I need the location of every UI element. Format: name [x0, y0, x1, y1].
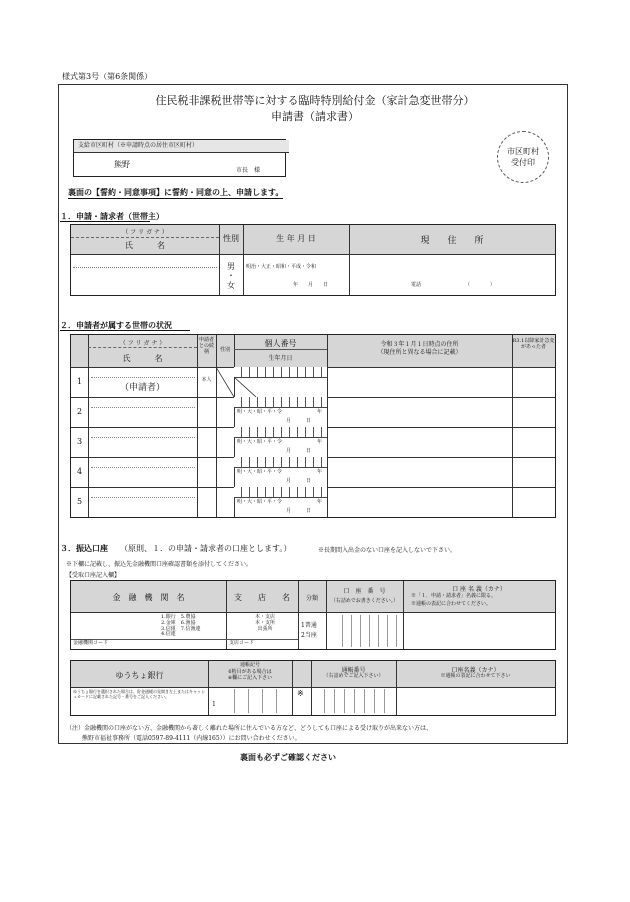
form-title: 住民税非課税世帯等に対する臨時特別給付金（家計急変世帯分）: [155, 94, 475, 107]
phone-label: 電話: [411, 282, 422, 288]
section3-title-rest: （原則、１．の申請・請求者の口座とします。）: [120, 544, 292, 553]
s2-furigana: （ フ リ ガ ナ ）: [119, 340, 166, 347]
municipality-suffix: 市長 様: [236, 167, 261, 174]
passbook-number-note: （右詰めでご記入下さい）: [323, 673, 384, 679]
mynumber-boxes[interactable]: [234, 457, 327, 468]
municipality-label: 支給市区町村（※申請時点の居住市区町村）: [74, 140, 289, 153]
row-number: 2: [77, 407, 83, 416]
account-number-boxes[interactable]: [334, 615, 398, 647]
section2-underline: [60, 330, 190, 331]
row-year: 年: [317, 499, 323, 505]
row-number: 3: [77, 437, 83, 446]
row-name: （申請者）: [119, 383, 165, 393]
yucho-table: [70, 660, 556, 716]
yucho-holder-note: ※通帳の表記に合わせて下さい: [440, 673, 511, 679]
holder-note1: ※「１．申請・請求者」名義に限る。: [411, 593, 497, 599]
section1-title: １．申請・請求者（世帯主）: [60, 211, 164, 221]
s2-dob-header: 生年月日: [268, 355, 293, 362]
bank-types[interactable]: 1.銀行 5.農協 2.金庫 6.漁協 3.信組 7.信漁連 4.信連: [161, 614, 201, 638]
section1-table: [70, 224, 556, 296]
bank-header: 金 融 機 関 名: [112, 593, 185, 602]
s2-sex-header: 性別: [219, 347, 230, 353]
section2-title: ２．申請者が属する世帯の状況: [60, 320, 172, 330]
row-month-day: 月 日: [286, 418, 312, 424]
municipality-box: [73, 139, 286, 177]
sex-options[interactable]: 男 ・ 女: [227, 261, 235, 290]
mynumber-boxes[interactable]: [234, 487, 327, 498]
row-number: 5: [77, 497, 83, 506]
bank-table: [70, 580, 556, 650]
form-number: 様式第3号（第6条関係）: [62, 72, 153, 81]
s2-name-header: 氏 名: [122, 354, 163, 363]
yucho-note: ゆうちょ銀行を選択された場合は、貯金通帳の見開き左上またはキャッシュカードに記載された記号・番号をご記入ください。: [73, 689, 205, 699]
dob-ymd: 年 月 日: [293, 282, 329, 288]
form-subtitle: 申請書（請求書）: [271, 110, 359, 123]
s2-mynumber-header: 個人番号: [264, 339, 297, 348]
row-era: 明・大・昭・平・令: [237, 469, 283, 475]
section1-underline: [60, 221, 150, 222]
furigana-input-line[interactable]: [73, 267, 217, 268]
row-number: 4: [77, 467, 83, 476]
row1-diagonal: [216, 367, 327, 397]
address-header: 現 住 所: [420, 236, 484, 246]
yucho-label: ゆうちょ銀行: [115, 671, 164, 680]
furigana-label: （ フ リ ガ ナ ）: [122, 229, 168, 236]
stamp-label: 市区町村 受付印: [507, 146, 539, 167]
row-year: 年: [317, 469, 323, 475]
sex-header: 性別: [223, 234, 239, 243]
passbook-mark: ※: [297, 689, 304, 698]
section2-table: [70, 334, 556, 518]
name-header: 氏 名: [125, 241, 165, 250]
s2-relation-header: 申請者との続柄: [198, 337, 214, 355]
row-era: 明・大・昭・平・令: [237, 499, 283, 505]
phone-parens[interactable]: （ ）: [465, 282, 496, 288]
type-header: 分類: [305, 595, 318, 602]
holder-header: 口 座 名 義（カナ）: [452, 586, 506, 593]
passbook-symbol-boxes[interactable]: [221, 689, 289, 713]
branch-types[interactable]: 本・支店 本・支所 出張所: [255, 614, 276, 632]
account-sub: （右詰めでお書きください。）: [330, 598, 399, 604]
section3-copy-note: ※下欄に記載し、振込先金融機関口座確認書類を添付してください。: [66, 561, 253, 568]
row-year: 年: [317, 409, 323, 415]
passbook-number-label: 通帳番号: [341, 667, 366, 674]
bank-code-label: 金融機関コード: [73, 640, 109, 646]
row-year: 年: [317, 439, 323, 445]
s2-address-header: 令和３年１月１日時点の住所 （現住所と異なる場合に記載）: [377, 341, 462, 357]
branch-code-label: 支店コード: [229, 640, 255, 646]
row-era: 明・大・昭・平・令: [237, 439, 283, 445]
row-month-day: 月 日: [286, 478, 312, 484]
row-number: 1: [77, 377, 83, 386]
era-options[interactable]: 明治・大正・昭和・平成・令和: [246, 264, 317, 270]
row-relation: 本人: [201, 377, 212, 383]
passbook-number-boxes[interactable]: [315, 689, 393, 713]
footer-note-1: （注）金融機関の口座がない方、金融機関から著しく離れた場所に住んでいる方など、どうしても口座による受け取りが出来ない方は、: [66, 725, 433, 732]
account-header: 口 座 番 号: [343, 588, 386, 595]
mynumber-boxes[interactable]: [234, 427, 327, 438]
section3-title: ３．振込口座: [60, 543, 108, 553]
yucho-holder-label: 口座名義（カナ）: [451, 667, 500, 674]
consent-note: 裏面の【誓約・同意事項】に誓約・同意の上、申請します。: [68, 187, 284, 197]
branch-header: 支 店 名: [234, 593, 290, 602]
passbook-digit-one: 1: [212, 701, 216, 708]
s2-sudden-header: R3.1以降家計急変があった者: [512, 338, 555, 350]
reception-stamp-area: [497, 131, 549, 183]
passbook-symbol-label: 通帳記号: [239, 662, 260, 668]
row-era: 明・大・昭・平・令: [237, 409, 283, 415]
dob-header: 生 年 月 日: [276, 234, 316, 243]
row-month-day: 月 日: [286, 448, 312, 454]
passbook-symbol-note: 6桁目がある場合は ※欄にご記入下さい: [227, 669, 273, 681]
account-types[interactable]: 1普通 2当座: [301, 622, 317, 639]
municipality-name: 熊野: [114, 160, 130, 169]
footer-note-2: 熊野市福祉事務所（電話0597-89-4111（内線165））にお問い合わせください。: [82, 735, 301, 742]
mynumber-boxes[interactable]: [234, 397, 327, 408]
holder-note2: ※通帳の表記に合わせてください。: [411, 601, 492, 607]
receipt-label: 【受取口座記入欄】: [66, 572, 121, 579]
section3-long-note: ※長期間入出金のない口座を記入しないで下さい。: [318, 547, 457, 554]
back-note: 裏面も必ずご確認ください: [240, 752, 336, 762]
row-month-day: 月 日: [286, 508, 312, 514]
